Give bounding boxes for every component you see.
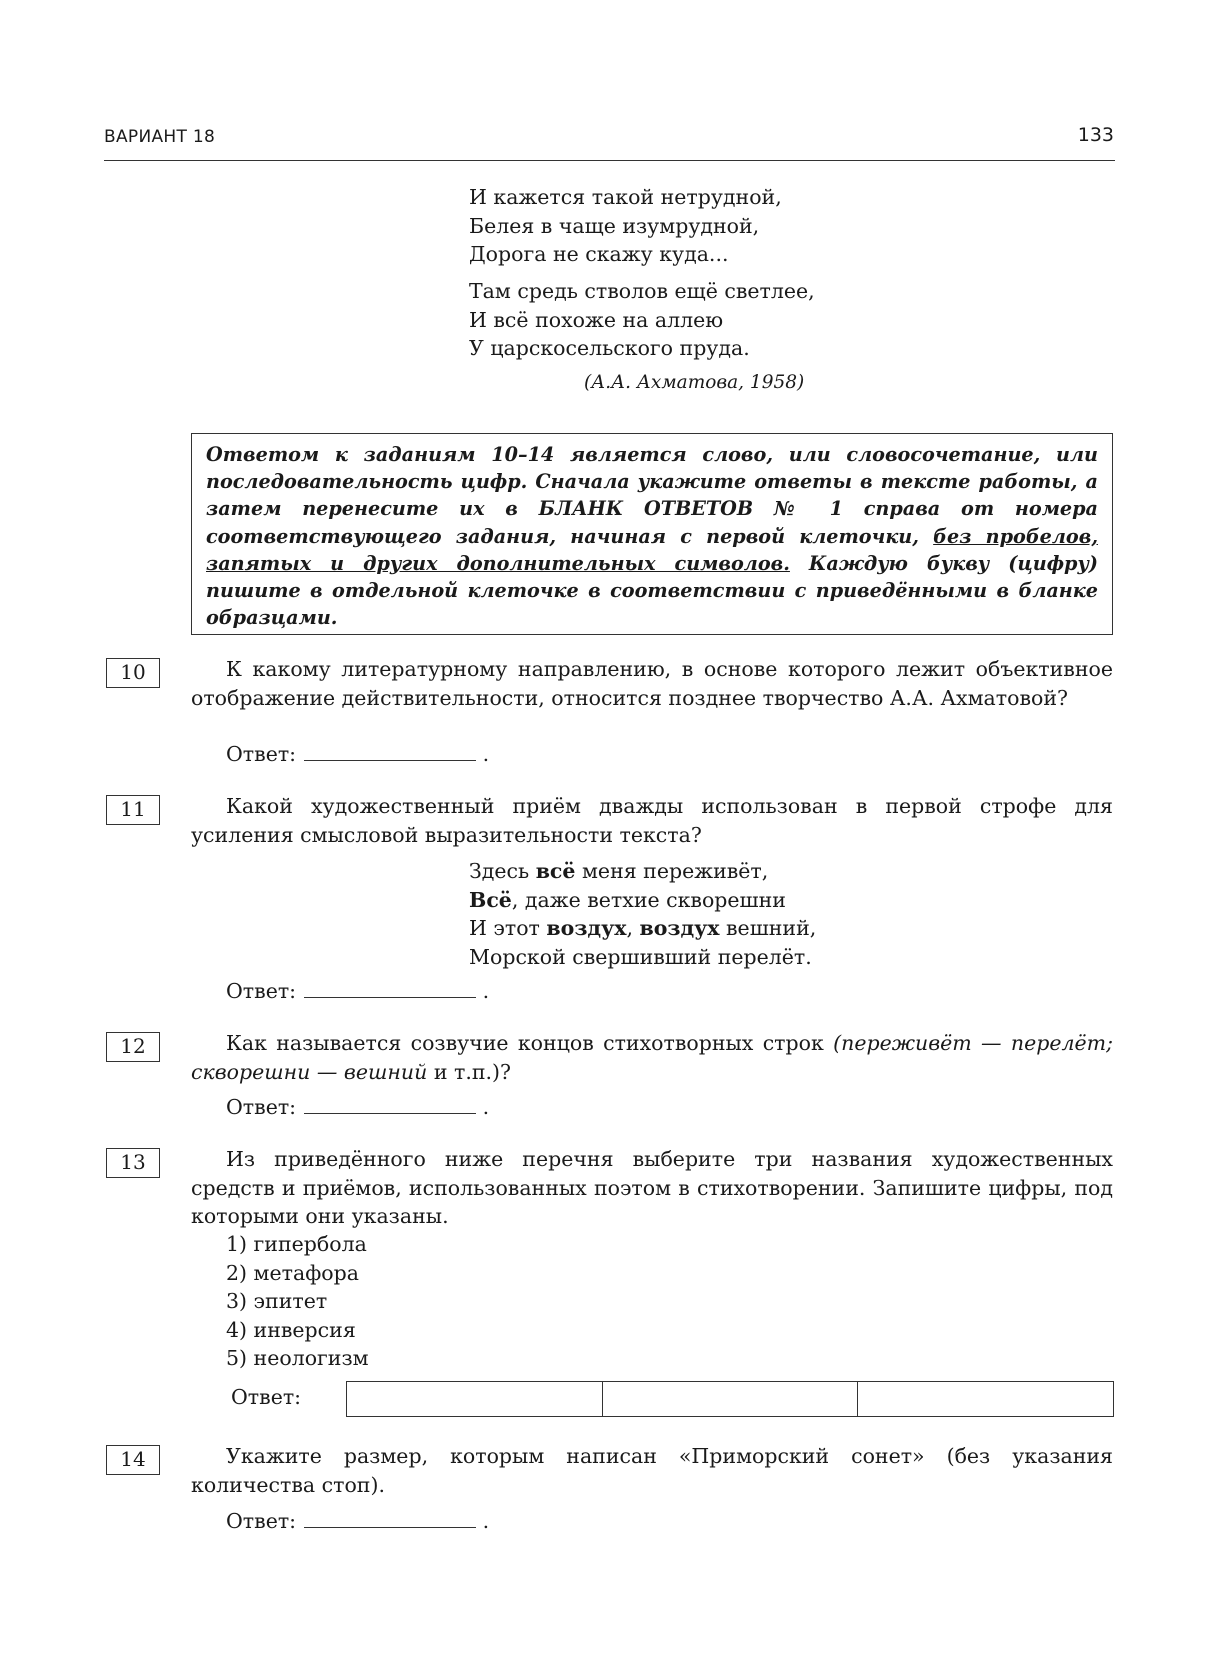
header-divider bbox=[104, 160, 1115, 161]
poem-line: У царскосельского пруда. bbox=[469, 336, 750, 360]
question-11-number: 11 bbox=[106, 795, 160, 825]
answer-blank[interactable] bbox=[304, 1509, 476, 1528]
option-item: 4) инверсия bbox=[226, 1317, 356, 1342]
option-item: 3) эпитет bbox=[226, 1289, 328, 1313]
quote-line: Морской свершивший перелёт. bbox=[469, 944, 812, 969]
question-12-text: Как называется созвучие концов стихотворных строк (переживёт — перелёт; скворешни — вешний и т.п.)? bbox=[191, 1031, 1113, 1084]
page-number: 133 bbox=[1077, 124, 1114, 146]
answer-label: Ответ: bbox=[226, 1095, 297, 1119]
question-13-answer-label: Ответ: bbox=[231, 1385, 302, 1409]
answer-cell-3[interactable] bbox=[858, 1382, 1113, 1416]
instruction-underlined: без пробелов, запятых и других дополнительных символов. bbox=[206, 524, 1099, 575]
question-14-number: 14 bbox=[106, 1445, 160, 1475]
question-13-options bbox=[226, 1230, 369, 1373]
answer-label: Ответ: bbox=[226, 742, 297, 766]
question-14-answer: Ответ: . bbox=[226, 1509, 490, 1533]
question-11-text: Какой художественный приём дважды использован в первой строфе для усиления смысловой выразительности текста? bbox=[191, 794, 1113, 847]
question-13-number: 13 bbox=[106, 1148, 160, 1178]
option-item: 5) неологизм bbox=[226, 1346, 369, 1370]
poem-attribution: (А.А. Ахматова, 1958) bbox=[584, 372, 805, 393]
quote-line: Всё, даже ветхие скворешни bbox=[469, 887, 786, 912]
answer-blank[interactable] bbox=[304, 742, 476, 761]
question-14-text: Укажите размер, которым написан «Приморский сонет» (без указания количества стоп). bbox=[191, 1444, 1113, 1497]
instruction-text-2: Каждую букву (цифру) пишите в отдельной клеточке в соответствии с приведёнными в бланке образцами. bbox=[206, 551, 1098, 630]
poem-stanza-1 bbox=[469, 183, 782, 269]
question-10-answer: Ответ: . bbox=[226, 742, 490, 766]
question-11-answer: Ответ: . bbox=[226, 979, 490, 1003]
question-10-number: 10 bbox=[106, 658, 160, 688]
variant-header: ВАРИАНТ 18 bbox=[104, 127, 216, 147]
instruction-text: Ответом к заданиям 10–14 является слово, или словосочетание, или последовательность цифр. Сначала укажите ответы в тексте работы, а затем перенесите их в БЛАНК ОТВЕТОВ № 1 справа от номера соответствующего задания, начиная с первой клеточки, bbox=[206, 443, 1098, 548]
instruction-box bbox=[191, 433, 1113, 635]
poem-line: И всё похоже на аллею bbox=[469, 307, 724, 332]
question-12-answer: Ответ: . bbox=[226, 1095, 490, 1119]
poem-line: И кажется такой нетрудной, bbox=[469, 185, 782, 209]
quote-line: И этот воздух, воздух вешний, bbox=[469, 916, 817, 940]
option-item: 1) гипербола bbox=[226, 1232, 367, 1256]
question-12-number: 12 bbox=[106, 1032, 160, 1062]
poem-line: Белея в чаще изумрудной, bbox=[469, 213, 760, 238]
quote-line: Здесь всё меня переживёт, bbox=[469, 859, 769, 883]
question-11-quote bbox=[469, 857, 816, 971]
answer-cell-2[interactable] bbox=[603, 1382, 859, 1416]
poem-line: Дорога не скажу куда... bbox=[469, 242, 729, 266]
question-13-text: Из приведённого ниже перечня выберите три названия художественных средств и приёмов, использованных поэтом в стихотворении. Запишите цифры, под которыми они указаны. bbox=[191, 1147, 1113, 1228]
question-10-text: К какому литературному направлению, в основе которого лежит объективное отображение действительности, относится позднее творчество А.А. Ахматовой? bbox=[191, 657, 1113, 710]
answer-label: Ответ: bbox=[226, 1509, 297, 1533]
answer-blank[interactable] bbox=[304, 1095, 476, 1114]
answer-blank[interactable] bbox=[304, 979, 476, 998]
answer-cell-1[interactable] bbox=[347, 1382, 603, 1416]
poem-line: Там средь стволов ещё светлее, bbox=[469, 279, 815, 303]
option-item: 2) метафора bbox=[226, 1260, 359, 1285]
poem-stanza-2 bbox=[469, 277, 815, 363]
question-13-answer-grid bbox=[346, 1381, 1114, 1417]
answer-label: Ответ: bbox=[226, 979, 297, 1003]
